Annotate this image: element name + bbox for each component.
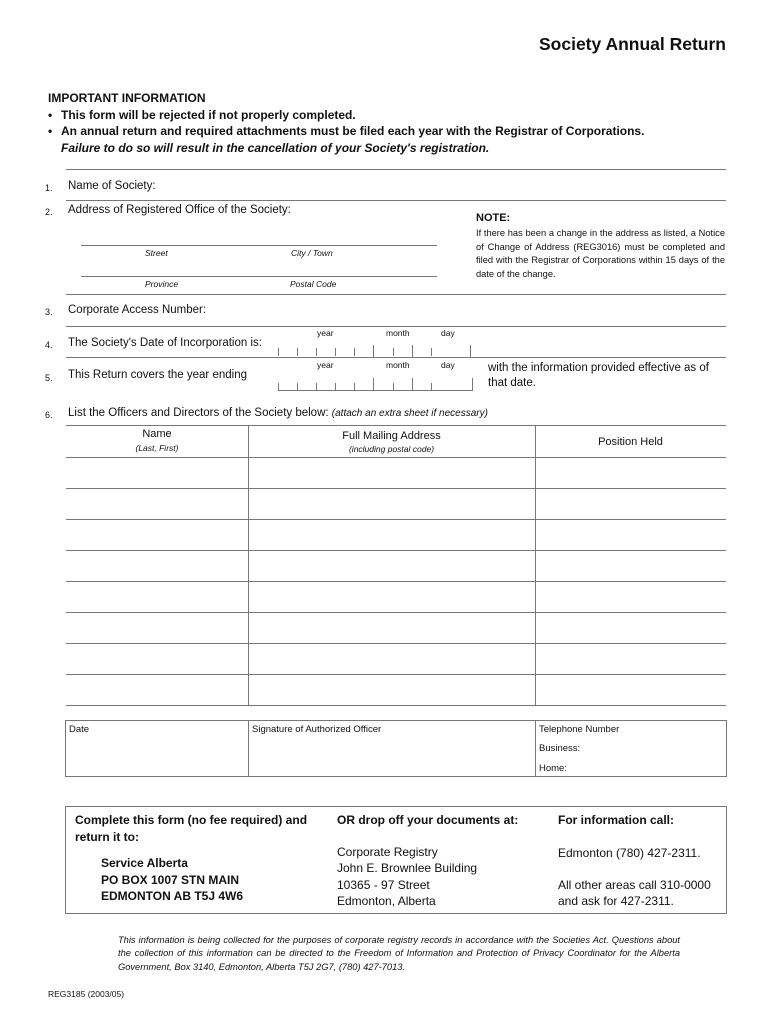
attach-sheet-note: (attach an extra sheet if necessary) <box>331 408 488 419</box>
year-label: year <box>317 360 334 370</box>
info-heading: For information call: <box>558 813 675 827</box>
signature-field[interactable] <box>249 736 535 776</box>
date-tick <box>470 345 471 357</box>
date-tick <box>373 345 374 357</box>
note-body: If there has been a change in the address as listed, a Notice of Change of Address (REG3016) must be completed and filed with the Registrar of Corporations within 15 days of the date of the change. <box>476 228 725 279</box>
table-row[interactable] <box>66 582 726 612</box>
corporate-access-label: Corporate Access Number: <box>68 304 207 316</box>
date-tick <box>431 348 432 356</box>
table-row[interactable] <box>66 551 726 581</box>
incorporation-date-label: The Society's Date of Incorporation is: <box>68 337 262 349</box>
date-tick <box>412 345 413 357</box>
table-row[interactable] <box>66 458 726 488</box>
important-information <box>48 90 644 156</box>
mail-address: Service Alberta PO BOX 1007 STN MAIN EDMONTON AB T5J 4W6 <box>101 856 244 903</box>
business-phone-label: Business: <box>539 743 581 754</box>
item-number: 3. <box>45 307 53 317</box>
year-ending-field[interactable] <box>278 390 473 391</box>
bullet-item: • This form will be rejected if not properly completed. <box>48 107 356 122</box>
item-number: 1. <box>45 183 53 193</box>
name-of-society-field[interactable] <box>66 200 726 201</box>
item-number: 6. <box>45 410 53 420</box>
date-field-label: Date <box>69 724 90 735</box>
date-field[interactable] <box>66 736 248 776</box>
address-line-2[interactable] <box>81 276 437 277</box>
table-row[interactable] <box>66 613 726 643</box>
address-column-header: Full Mailing Address <box>342 430 441 442</box>
incorporation-date-field[interactable] <box>66 357 726 358</box>
year-ending-label: This Return covers the year ending <box>68 369 247 381</box>
item-number: 5. <box>45 373 53 383</box>
position-column-header: Position Held <box>598 436 663 448</box>
day-label: day <box>441 360 455 370</box>
postal-code-label: Postal Code <box>290 279 337 289</box>
info-other-areas: All other areas call 310-0000 and ask for 427-2311. <box>558 878 711 909</box>
bullet-icon: • <box>48 124 53 138</box>
name-column-header: Name <box>142 428 172 440</box>
item-number: 4. <box>45 340 53 350</box>
month-label: month <box>386 360 410 370</box>
privacy-notice: This information is being collected for the purposes of corporate registry records in accordance with the Societies Act. Questions about the collection of this information can be directed to the Freedom of Information and Protection of Privacy Coordinator for the Alberta Government, Box 3140, Edmonton, Alberta T5J 2G7, (780) 427-7013. <box>118 935 680 972</box>
effective-date-text: with the information provided effective as of that date. <box>488 362 709 389</box>
dropoff-address: Corporate Registry John E. Brownlee Building 10365 - 97 Street Edmonton, Alberta <box>337 845 478 908</box>
day-label: day <box>441 328 455 338</box>
name-of-society-label: Name of Society: <box>68 180 156 192</box>
street-label: Street <box>145 248 168 258</box>
year-label: year <box>317 328 334 338</box>
bullet-icon: • <box>48 107 53 122</box>
table-row[interactable] <box>66 489 726 519</box>
table-row[interactable] <box>66 644 726 674</box>
return-instructions-heading: Complete this form (no fee required) and return it to: <box>75 813 308 844</box>
address-line-1[interactable] <box>81 245 437 246</box>
divider <box>66 169 726 170</box>
date-tick <box>393 348 394 356</box>
form-number: REG3185 (2003/05) <box>48 989 125 999</box>
cancellation-warning: Failure to do so will result in the cancellation of your Society's registration. <box>61 140 490 155</box>
city-label: City / Town <box>291 248 333 258</box>
item-number: 2. <box>45 207 53 217</box>
dropoff-heading: OR drop off your documents at: <box>337 813 519 827</box>
registered-office-label: Address of Registered Office of the Society: <box>68 204 291 216</box>
business-phone-field[interactable] <box>588 741 724 755</box>
table-row[interactable] <box>66 675 726 705</box>
date-tick <box>335 348 336 356</box>
signature-field-label: Signature of Authorized Officer <box>252 724 382 735</box>
date-tick <box>354 348 355 356</box>
officers-directors-label: List the Officers and Directors of the Society below: (attach an extra sheet if necessary) <box>68 407 488 419</box>
telephone-label: Telephone Number <box>539 724 620 735</box>
important-heading: IMPORTANT INFORMATION <box>48 91 206 105</box>
date-tick <box>316 348 317 356</box>
divider <box>66 294 726 295</box>
province-label: Province <box>145 279 179 289</box>
table-row[interactable] <box>66 520 726 550</box>
home-phone-field[interactable] <box>572 761 724 775</box>
note-heading: NOTE: <box>476 212 511 224</box>
month-label: month <box>386 328 410 338</box>
home-phone-label: Home: <box>539 763 567 774</box>
corporate-access-field[interactable] <box>66 326 726 327</box>
address-column-subheader: (including postal code) <box>348 444 435 454</box>
name-column-subheader: (Last, First) <box>135 443 179 453</box>
bullet-item: • An annual return and required attachments must be filed each year with the Registrar of Corporations. <box>48 124 645 138</box>
date-tick <box>278 348 279 356</box>
info-edmonton: Edmonton (780) 427-2311. <box>558 846 701 860</box>
page-title: Society Annual Return <box>538 34 726 54</box>
date-tick <box>297 348 298 356</box>
